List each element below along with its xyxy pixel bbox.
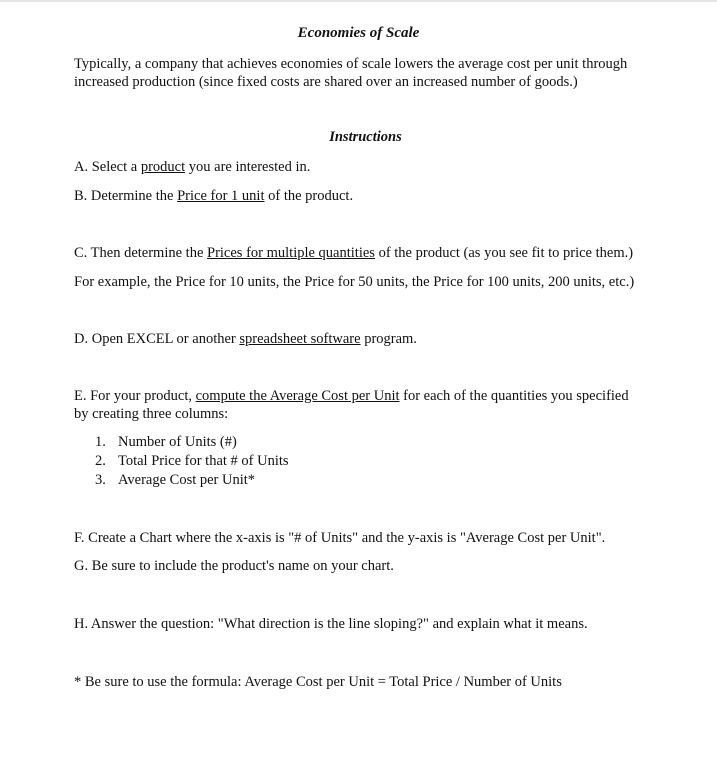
step-d-before: D. Open EXCEL or another [74, 331, 240, 347]
step-d [74, 330, 417, 348]
step-a-before: A. Select a [74, 159, 141, 175]
step-b-link: Price for 1 unit [177, 188, 265, 204]
step-d-after: program. [360, 331, 417, 347]
list-number: 2. [95, 453, 106, 469]
step-e-after: for each of the quantities you specified [399, 388, 629, 404]
step-h: H. Answer the question: "What direction is the line sloping?" and explain what it means. [74, 616, 588, 632]
step-e-link: compute the Average Cost per Unit [195, 388, 400, 404]
step-b-before: B. Determine the [74, 188, 178, 204]
step-e [74, 387, 629, 405]
step-b-after: of the product. [264, 188, 354, 204]
list-text: Number of Units (#) [118, 434, 237, 450]
formula-footnote: * Be sure to use the formula: Average Cost per Unit = Total Price / Number of Units [74, 674, 562, 690]
step-c-example: For example, the Price for 10 units, the Price for 50 units, the Price for 100 units, 200 units, etc.) [74, 274, 635, 290]
list-text: Average Cost per Unit* [118, 472, 256, 488]
step-c [74, 244, 633, 262]
column-list-item [95, 433, 237, 451]
step-c-before: C. Then determine the [74, 245, 208, 261]
column-list-item [95, 471, 255, 489]
column-list-item [95, 452, 289, 470]
intro-line-2: increased production (since fixed costs are shared over an increased number of goods.) [74, 74, 578, 90]
step-a-link: product [140, 159, 186, 175]
step-a-after: you are interested in. [185, 159, 311, 175]
list-text: Total Price for that # of Units [118, 453, 289, 469]
step-c-link: Prices for multiple quantities [207, 245, 375, 261]
step-d-link: spreadsheet software [239, 331, 361, 347]
page-title: Economies of Scale [297, 25, 420, 41]
step-a [74, 158, 310, 176]
intro-line-1: Typically, a company that achieves economies of scale lowers the average cost per unit through [74, 56, 628, 72]
step-g: G. Be sure to include the product's name on your chart. [74, 558, 394, 574]
step-b [74, 187, 353, 205]
step-e-before: E. For your product, [74, 388, 196, 404]
list-number: 3. [95, 472, 106, 488]
list-number: 1. [95, 434, 106, 450]
instructions-heading: Instructions [329, 129, 402, 145]
step-c-after: of the product (as you see fit to price them.) [374, 245, 634, 261]
step-f: F. Create a Chart where the x-axis is "# of Units" and the y-axis is "Average Cost per Unit". [74, 530, 606, 546]
step-e-line-2: by creating three columns: [74, 406, 229, 422]
